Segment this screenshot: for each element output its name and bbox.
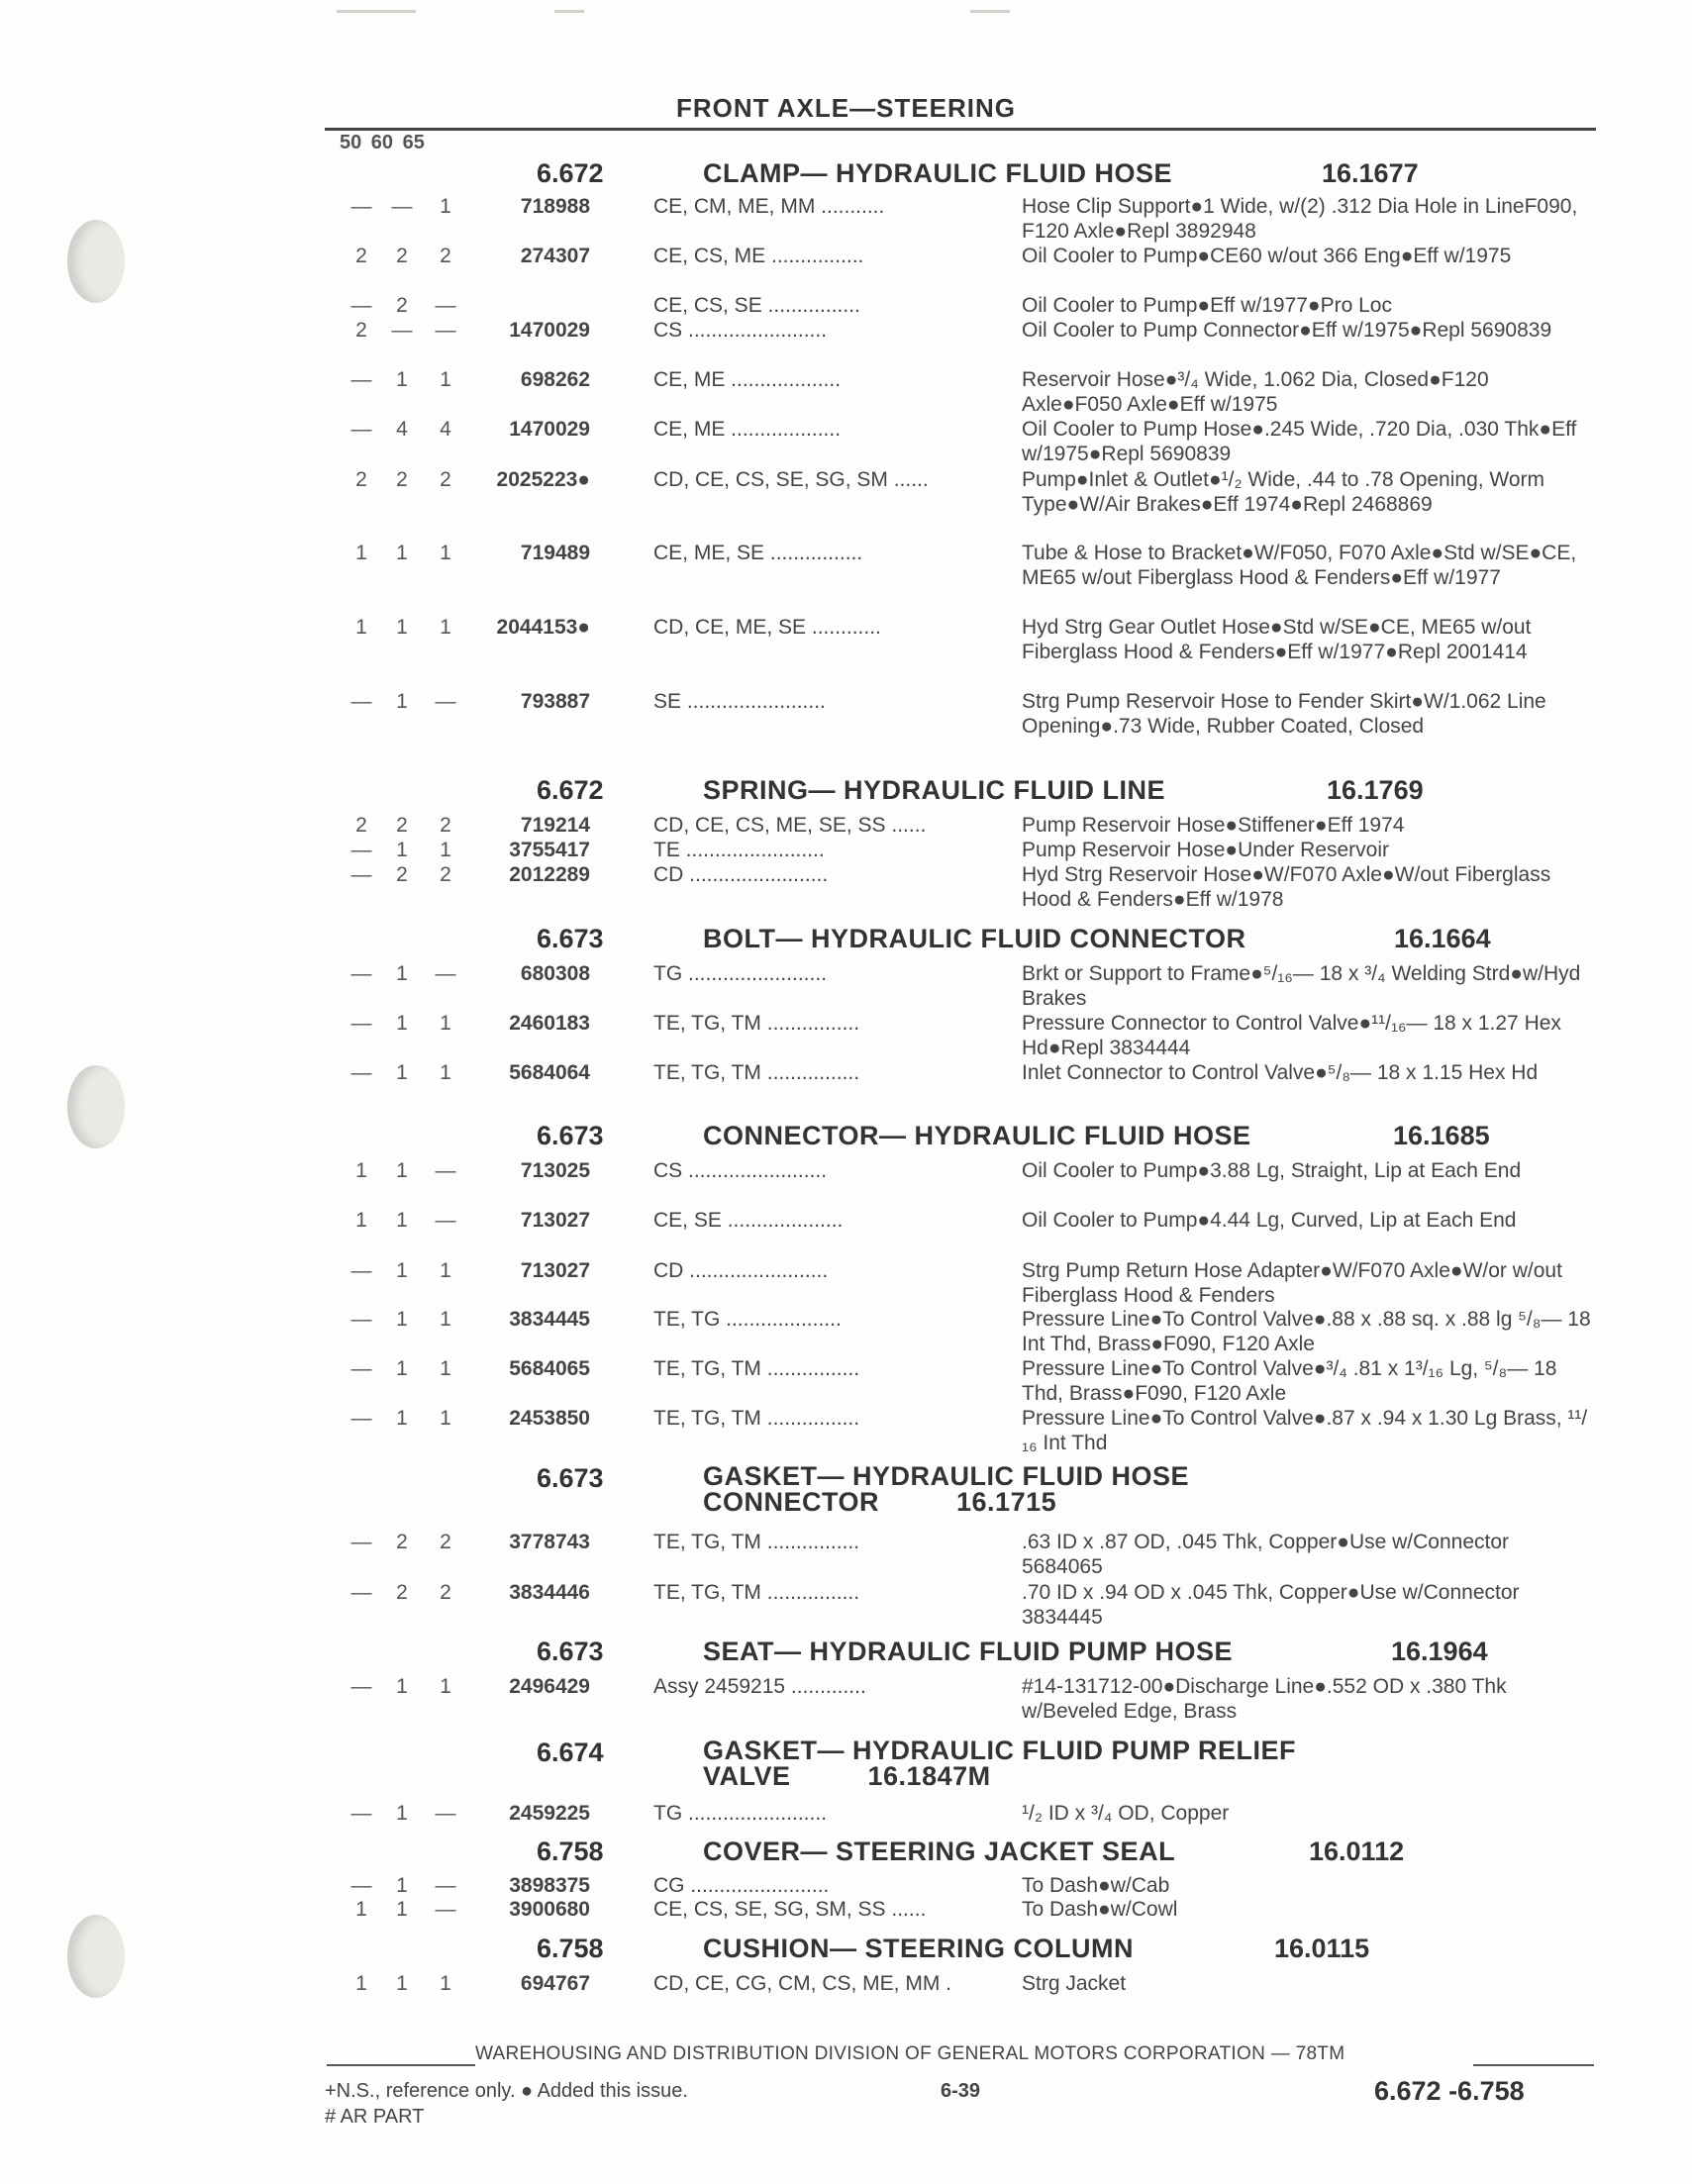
quantity-cell: 1 [440,1061,451,1084]
section-name [703,1121,1251,1151]
section-name-line: SPRING— HYDRAULIC FLUID LINE [703,775,1166,805]
quantity-cell: — [435,1209,456,1232]
quantity-cell: 2 [396,863,408,886]
part-number: 2044153● [496,616,590,639]
quantity-cell: 2 [440,468,451,491]
part-description: Pressure Line●To Control Valve●.87 x .94 x 1.30 Lg Brass, ¹¹/₁₆ Int Thd [1022,1407,1588,1454]
scan-mark [970,10,1010,13]
part-description: .70 ID x .94 OD x .045 Thk, Copper●Use w/Connector 3834445 [1022,1581,1520,1629]
section-code: 16.1715 [956,1487,1057,1517]
part-description: Pump Reservoir Hose●Stiffener●Eff 1974 [1022,814,1405,837]
model-codes: CD, CE, ME, SE ............ [653,616,881,639]
section-name [703,1934,1134,1964]
quantity-cell: 1 [440,1407,451,1430]
part-number: 718988 [520,195,590,218]
quantity-cell: 1 [355,1898,367,1921]
part-number: 5684064 [509,1061,590,1084]
part-description: Brkt or Support to Frame●⁵/₁₆— 18 x ³/₄ Welding Strd●w/Hyd Brakes [1022,962,1581,1010]
section-name [703,1837,1175,1867]
model-codes: TE ........................ [653,839,825,861]
footer-rule-right [1473,2064,1594,2066]
footer-legend: +N.S., reference only. ● Added this issue. [325,2080,688,2102]
page-range: 6.672 -6.758 [1374,2076,1525,2106]
model-codes: CE, CS, ME ................ [653,245,864,267]
part-description: Hyd Strg Gear Outlet Hose●Std w/SE●CE, ME65 w/out Fiberglass Hood & Fenders●Eff w/1977●Repl 2001414 [1022,616,1532,663]
section-name-line: CLAMP— HYDRAULIC FLUID HOSE [703,158,1172,188]
model-codes: CE, SE .................... [653,1209,844,1232]
quantity-cell: 1 [355,1972,367,1995]
section-name [703,775,1165,806]
quantity-cell: 1 [396,542,408,564]
model-codes: TE, TG, TM ................ [653,1061,860,1084]
section-number: 6.758 [537,1837,604,1866]
year-columns-header: 50 60 65 [340,132,425,153]
footer-ar-note: # AR PART [325,2106,425,2128]
part-description: Pressure Line●To Control Valve●.88 x .88 sq. x .88 lg ⁵/₈— 18 Int Thd, Brass●F090, F120 Axle [1022,1308,1591,1355]
quantity-cell: 1 [355,1209,367,1232]
model-codes: CE, ME ................... [653,418,842,441]
part-number: 719489 [520,542,590,564]
quantity-cell: 1 [396,962,408,985]
scan-mark [554,10,584,13]
quantity-cell: — [350,1675,372,1698]
quantity-cell: 1 [355,1159,367,1182]
quantity-cell: 2 [440,245,451,267]
part-description: Strg Jacket [1022,1972,1127,1995]
part-description: Strg Pump Return Hose Adapter●W/F070 Axle●W/or w/out Fiberglass Hood & Fenders [1022,1259,1562,1307]
part-number: 2453850 [509,1407,590,1430]
quantity-cell: 1 [396,1308,408,1331]
model-codes: CD, CE, CG, CM, CS, ME, MM . [653,1972,952,1995]
part-description: Oil Cooler to Pump●CE60 w/out 366 Eng●Eff w/1975 [1022,245,1512,267]
page-number: 6-39 [941,2080,981,2102]
quantity-cell: 1 [440,616,451,639]
quantity-cell: — [350,1531,372,1553]
model-codes: Assy 2459215 ............. [653,1675,866,1698]
quantity-cell: 1 [440,1308,451,1331]
quantity-cell: 2 [396,294,408,317]
quantity-cell: — [350,1874,372,1897]
section-name [703,158,1172,189]
quantity-cell: 1 [440,195,451,218]
part-description: Pressure Line●To Control Valve●³/₄ .81 x 1³/₁₆ Lg, ⁵/₈— 18 Thd, Brass●F090, F120 Axle [1022,1357,1557,1405]
part-number: 3834445 [509,1308,590,1331]
part-number: 2460183 [509,1012,590,1035]
part-number: 3755417 [509,839,590,861]
quantity-cell: 1 [440,1972,451,1995]
section-name-line: GASKET— HYDRAULIC FLUID HOSE [703,1461,1190,1491]
quantity-cell: — [435,962,456,985]
part-description: Strg Pump Reservoir Hose to Fender Skirt●W/1.062 Line Opening●.73 Wide, Rubber Coated, Closed [1022,690,1546,738]
model-codes: CE, CS, SE, SG, SM, SS ...... [653,1898,927,1921]
quantity-cell: 1 [396,368,408,391]
binder-hole [67,1065,125,1148]
part-number: 5684065 [509,1357,590,1380]
quantity-cell: — [350,1581,372,1604]
model-codes: CD ........................ [653,863,829,886]
quantity-cell: — [435,294,456,317]
quantity-cell: 2 [440,814,451,837]
quantity-cell: 1 [440,1675,451,1698]
part-number: 3898375 [509,1874,590,1897]
model-codes: TE, TG, TM ................ [653,1012,860,1035]
section-number: 6.673 [537,1121,604,1150]
quantity-cell: 1 [355,616,367,639]
section-name [703,924,1245,954]
quantity-cell: 2 [396,1531,408,1553]
section-number: 6.673 [537,924,604,953]
quantity-cell: 1 [396,1675,408,1698]
quantity-cell: 1 [396,690,408,713]
part-description: Oil Cooler to Pump●3.88 Lg, Straight, Lip at Each End [1022,1159,1522,1182]
part-description: Pressure Connector to Control Valve●¹¹/₁₆— 18 x 1.27 Hex Hd●Repl 3834444 [1022,1012,1561,1059]
quantity-cell: 1 [396,1061,408,1084]
part-number: 694767 [520,1972,590,1995]
quantity-cell: — [435,690,456,713]
section-number: 6.672 [537,158,604,188]
quantity-cell: 1 [396,1012,408,1035]
part-number: 1470029 [509,319,590,342]
quantity-cell: — [435,319,456,342]
part-number: 793887 [520,690,590,713]
model-codes: TG ........................ [653,1802,828,1825]
model-codes: SE ........................ [653,690,826,713]
footer-corporation: WAREHOUSING AND DISTRIBUTION DIVISION OF GENERAL MOTORS CORPORATION — 78TM [475,2043,1345,2064]
part-number: 2025223● [496,468,590,491]
section-code: 16.1685 [1393,1121,1490,1150]
part-description: Tube & Hose to Bracket●W/F050, F070 Axle●Std w/SE●CE, ME65 w/out Fiberglass Hood & Fenders●Eff w/1977 [1022,542,1577,589]
section-number: 6.673 [537,1637,604,1666]
quantity-cell: — [350,1308,372,1331]
section-code: 16.1677 [1322,158,1419,188]
quantity-cell: 1 [396,1259,408,1282]
part-number: 2459225 [509,1802,590,1825]
part-number: 719214 [520,814,590,837]
quantity-cell: 4 [396,418,408,441]
quantity-cell: 1 [396,839,408,861]
binder-hole [67,1915,125,1998]
quantity-cell: — [350,294,372,317]
quantity-cell: — [350,1407,372,1430]
section-name-line: BOLT— HYDRAULIC FLUID CONNECTOR [703,924,1246,953]
part-number: 713025 [520,1159,590,1182]
part-description: To Dash●w/Cowl [1022,1898,1178,1921]
part-number: 1470029 [509,418,590,441]
section-number: 6.672 [537,775,604,805]
model-codes: TE, TG, TM ................ [653,1581,860,1604]
part-description: Inlet Connector to Control Valve●⁵/₈— 18 x 1.15 Hex Hd [1022,1061,1539,1084]
section-name [703,1463,1189,1515]
section-code: 16.1847M [867,1761,991,1791]
quantity-cell: 1 [396,1407,408,1430]
section-number: 6.674 [537,1737,604,1767]
part-description: To Dash●w/Cab [1022,1874,1170,1897]
quantity-cell: 1 [440,839,451,861]
quantity-cell: — [350,368,372,391]
model-codes: TE, TG, TM ................ [653,1407,860,1430]
part-number: 698262 [520,368,590,391]
section-number: 6.758 [537,1934,604,1963]
section-name-line: GASKET— HYDRAULIC FLUID PUMP RELIEF [703,1736,1297,1765]
quantity-cell: 1 [396,1874,408,1897]
section-code: 16.1769 [1327,775,1424,805]
quantity-cell: 2 [440,1531,451,1553]
section-name-continuation: CONNECTOR [703,1487,880,1517]
binder-hole [67,220,125,303]
model-codes: CG ........................ [653,1874,830,1897]
model-codes: TG ........................ [653,962,828,985]
quantity-cell: 1 [440,1012,451,1035]
section-code: 16.0112 [1309,1837,1405,1866]
quantity-cell: — [350,1061,372,1084]
quantity-cell: 2 [396,814,408,837]
quantity-cell: — [350,195,372,218]
quantity-cell: — [391,195,413,218]
quantity-cell: 2 [355,245,367,267]
quantity-cell: — [350,863,372,886]
section-number: 6.673 [537,1463,604,1493]
part-description: Oil Cooler to Pump●Eff w/1977●Pro Loc [1022,294,1392,317]
quantity-cell: 2 [355,319,367,342]
quantity-cell: 1 [440,1357,451,1380]
quantity-cell: 2 [396,1581,408,1604]
model-codes: CS ........................ [653,1159,828,1182]
model-codes: TE, TG, TM ................ [653,1531,860,1553]
part-description: .63 ID x .87 OD, .045 Thk, Copper●Use w/Connector 5684065 [1022,1531,1510,1578]
part-number: 3900680 [509,1898,590,1921]
part-number: 713027 [520,1209,590,1232]
quantity-cell: 1 [396,1898,408,1921]
section-name-continuation: VALVE [703,1761,791,1791]
section-name [703,1637,1233,1667]
section-name-line: CUSHION— STEERING COLUMN [703,1934,1135,1963]
section-name-line-2 [703,1763,1296,1789]
part-description: Reservoir Hose●³/₄ Wide, 1.062 Dia, Closed●F120 Axle●F050 Axle●Eff w/1975 [1022,368,1489,416]
quantity-cell: — [435,1802,456,1825]
section-code: 16.1664 [1394,924,1491,953]
section-name-line: COVER— STEERING JACKET SEAL [703,1837,1176,1866]
quantity-cell: 1 [355,542,367,564]
quantity-cell: 2 [396,468,408,491]
quantity-cell: — [350,1802,372,1825]
model-codes: CD, CE, CS, SE, SG, SM ...... [653,468,929,491]
quantity-cell: — [435,1874,456,1897]
model-codes: TE, TG .................... [653,1308,842,1331]
quantity-cell: 1 [440,542,451,564]
title-rule [325,128,1596,131]
part-description: Pump●Inlet & Outlet●¹/₂ Wide, .44 to .78 Opening, Worm Type●W/Air Brakes●Eff 1974●Repl 2468869 [1022,468,1545,516]
part-description: Hyd Strg Reservoir Hose●W/F070 Axle●W/out Fiberglass Hood & Fenders●Eff w/1978 [1022,863,1551,911]
part-description: Hose Clip Support●1 Wide, w/(2) .312 Dia Hole in LineF090, F120 Axle●Repl 3892948 [1022,195,1578,243]
part-number: 713027 [520,1259,590,1282]
quantity-cell: 1 [396,1972,408,1995]
part-number: 3778743 [509,1531,590,1553]
quantity-cell: 2 [440,863,451,886]
part-description: #14-131712-00●Discharge Line●.552 OD x .380 Thk w/Beveled Edge, Brass [1022,1675,1507,1723]
page-title: FRONT AXLE—STEERING [675,93,1017,123]
quantity-cell: — [391,319,413,342]
part-number: 3834446 [509,1581,590,1604]
section-name-line: CONNECTOR— HYDRAULIC FLUID HOSE [703,1121,1251,1150]
part-description: Oil Cooler to Pump●4.44 Lg, Curved, Lip at Each End [1022,1209,1517,1232]
quantity-cell: 2 [440,1581,451,1604]
quantity-cell: 1 [440,1259,451,1282]
model-codes: CD ........................ [653,1259,829,1282]
model-codes: CE, CS, SE ................ [653,294,860,317]
section-code: 16.1964 [1391,1637,1488,1666]
part-number: 2012289 [509,863,590,886]
model-codes: CE, ME, SE ................ [653,542,863,564]
quantity-cell: — [350,839,372,861]
part-description: Oil Cooler to Pump Hose●.245 Wide, .720 Dia, .030 Thk●Eff w/1975●Repl 5690839 [1022,418,1577,465]
part-description: Oil Cooler to Pump Connector●Eff w/1975●Repl 5690839 [1022,319,1552,342]
model-codes: CE, CM, ME, MM ........... [653,195,885,218]
section-name [703,1737,1296,1789]
quantity-cell: 1 [396,1209,408,1232]
quantity-cell: 2 [355,814,367,837]
quantity-cell: — [350,962,372,985]
part-description: Pump Reservoir Hose●Under Reservoir [1022,839,1389,861]
quantity-cell: — [350,1357,372,1380]
quantity-cell: 2 [355,468,367,491]
part-number: 274307 [520,245,590,267]
footer-rule-left [327,2064,475,2066]
section-name-line-2 [703,1489,1189,1515]
section-code: 16.0115 [1274,1934,1370,1963]
quantity-cell: — [350,690,372,713]
quantity-cell: — [435,1898,456,1921]
quantity-cell: 2 [396,245,408,267]
part-description: ¹/₂ ID x ³/₄ OD, Copper [1022,1802,1230,1825]
quantity-cell: — [350,418,372,441]
quantity-cell: 1 [396,1159,408,1182]
scan-mark [337,10,416,13]
quantity-cell: 1 [396,616,408,639]
part-number: 680308 [520,962,590,985]
quantity-cell: 1 [396,1802,408,1825]
model-codes: CE, ME ................... [653,368,842,391]
quantity-cell: 1 [440,368,451,391]
model-codes: CD, CE, CS, ME, SE, SS ...... [653,814,927,837]
quantity-cell: 4 [440,418,451,441]
model-codes: CS ........................ [653,319,828,342]
quantity-cell: 1 [396,1357,408,1380]
quantity-cell: — [435,1159,456,1182]
quantity-cell: — [350,1259,372,1282]
model-codes: TE, TG, TM ................ [653,1357,860,1380]
section-name-line: SEAT— HYDRAULIC FLUID PUMP HOSE [703,1637,1234,1666]
quantity-cell: — [350,1012,372,1035]
part-number: 2496429 [509,1675,590,1698]
